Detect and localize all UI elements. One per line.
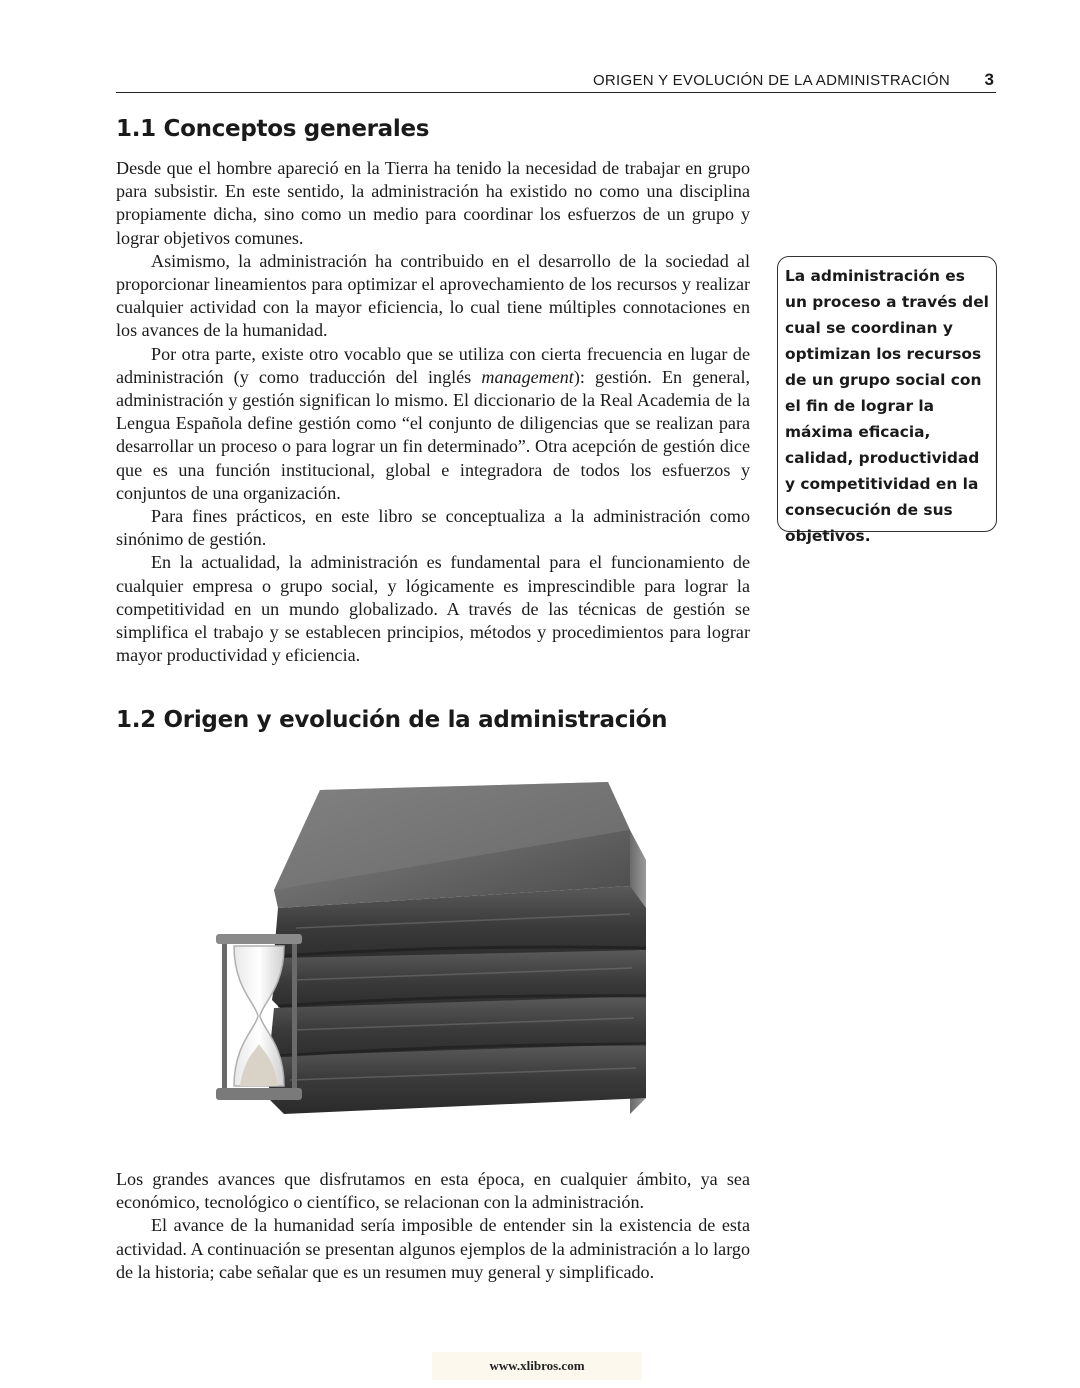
paragraph: En la actualidad, la administración es fundamental para el funcionamiento de cualquier empresa o grupo social, y lógicamente es imprescindible para lograr la competitividad en un mundo globalizado. A través de las técnicas de gestión se simplifica el trabajo y se establecen principios, métodos y procedimientos para lograr mayor productividad y eficiencia. [116,552,750,666]
paragraph-text: ): gestión. En general, administración y gestión significan lo mismo. El diccionario de la Real Academia de la Lengua Española define gestión como “el conjunto de diligencias que se realizan para desarrollar un proceso o para lograr un fin determinado”. Otra acepción de gestión dice que es una función institucional, global e integradora de todos los esfuerzos y conjuntos de una organización. [116,366,750,503]
paragraph: Para fines prácticos, en este libro se conceptualiza a la administración como sinónimo de gestión. [116,506,750,550]
paragraph: Asimismo, la administración ha contribuido en el desarrollo de la sociedad al proporcionar lineamientos para optimizar el aprovechamiento de los recursos y realizar cualquier actividad con la mayor eficiencia, lo cual tiene múltiples connotaciones en los avances de la humanidad. [116,250,750,341]
paragraph: Desde que el hombre apareció en la Tierra ha tenido la necesidad de trabajar en grupo para subsistir. En este sentido, la administración ha existido no como una disciplina propiamente dicha, sino como un medio para coordinar los esfuerzos de un grupo y lograr objetivos comunes. [116,158,750,248]
books-hourglass-image [200,768,668,1140]
running-title: ORIGEN Y EVOLUCIÓN DE LA ADMINISTRACIÓN [592,72,950,89]
emphasis-term: management [481,366,574,387]
page-header [116,72,996,93]
definition-sidenote [777,256,997,545]
section1-body [116,157,750,667]
section-heading-origen: 1.2 Origen y evolución de la administración [116,707,668,733]
paragraph: El avance de la humanidad sería imposible de entender sin la existencia de esta actividad. A continuación se presentan algunos ejemplos de la administración a lo largo de la historia; cabe señalar que es un resumen muy general y simplificado. [116,1215,750,1282]
paragraph-text: Por otra parte, existe otro vocablo que se utiliza con cierta frecuencia en lugar de administración (y como traducción del inglés [116,343,750,387]
footer-url: www.xlibros.com [432,1352,642,1380]
paragraph: Los grandes avances que disfrutamos en esta época, en cualquier ámbito, ya sea económico, tecnológico o científico, se relacionan con la administración. [116,1169,750,1213]
books-hourglass-illustration [200,768,668,1140]
sidenote-text: La administración es un proceso a través del cual se coordinan y optimizan los recursos de un grupo social con el fin de lograr la máxima eficacia, calidad, productividad y competitividad en la consecución de sus objetivos. [785,267,989,545]
page-number: 3 [984,70,994,89]
section2-body [116,1168,750,1284]
section-heading-conceptos: 1.1 Conceptos generales [116,116,430,142]
paragraph [116,343,750,505]
